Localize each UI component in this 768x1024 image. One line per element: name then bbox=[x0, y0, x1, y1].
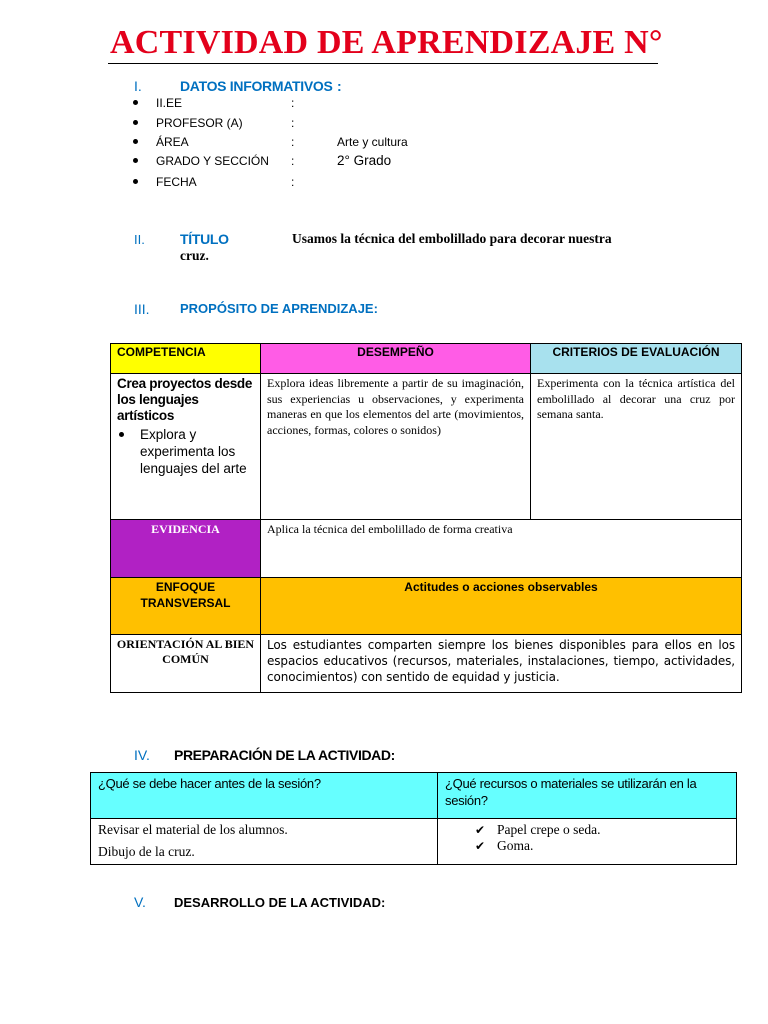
orientacion-text: Los estudiantes comparten siempre los bienes disponibles para ellos en los espacios educativos (recursos, materiales, instalaciones, tiempo, actividades, conocimientos) con sentido de equidad y justicia. bbox=[261, 635, 742, 693]
section-1-heading: DATOS INFORMATIVOS bbox=[180, 78, 333, 94]
before-item: Revisar el material de los alumnos. bbox=[98, 822, 288, 837]
resource-text: Papel crepe o seda. bbox=[497, 822, 601, 837]
header-criterios: CRITERIOS DE EVALUACIÓN bbox=[531, 344, 742, 374]
section-1-number: I. bbox=[134, 78, 142, 94]
checkmark-icon: ✔ bbox=[475, 839, 486, 853]
bullet-icon bbox=[133, 120, 138, 125]
section-2-heading: TÍTULO bbox=[180, 231, 229, 247]
info-colon: : bbox=[291, 116, 295, 130]
section-3-number: III. bbox=[134, 301, 150, 317]
info-label: PROFESOR (A) bbox=[156, 116, 243, 130]
bullet-icon bbox=[133, 139, 138, 144]
before-session-cell bbox=[91, 819, 438, 865]
enfoque-label: ENFOQUE TRANSVERSAL bbox=[111, 578, 261, 635]
section-5-heading: DESARROLLO DE LA ACTIVIDAD: bbox=[174, 895, 386, 910]
before-item: Dibujo de la cruz. bbox=[98, 844, 195, 859]
header-competencia: COMPETENCIA bbox=[111, 344, 261, 374]
resource-item bbox=[445, 838, 729, 854]
bullet-icon bbox=[133, 179, 138, 184]
purpose-table bbox=[110, 343, 742, 693]
bullet-icon bbox=[119, 432, 124, 437]
bullet-icon bbox=[133, 100, 138, 105]
section-3-heading: PROPÓSITO DE APRENDIZAJE: bbox=[180, 301, 378, 316]
info-colon: : bbox=[291, 135, 295, 149]
info-value-grado: 2° Grado bbox=[337, 153, 392, 168]
bullet-icon bbox=[133, 158, 138, 163]
info-colon: : bbox=[291, 175, 295, 189]
info-label: FECHA bbox=[156, 175, 197, 189]
preparation-table bbox=[90, 772, 737, 865]
info-value-area: Arte y cultura bbox=[337, 135, 408, 149]
section-5-number: V. bbox=[134, 894, 146, 910]
section-4-heading: PREPARACIÓN DE LA ACTIVIDAD: bbox=[174, 747, 395, 763]
desempeno-cell: Explora ideas libremente a partir de su imaginación, sus experiencias u observaciones, y experimenta maneras en que los elementos del arte (movimientos, acciones, formas, colores o sonidos) bbox=[261, 374, 531, 520]
info-colon: : bbox=[291, 96, 295, 110]
checkmark-icon: ✔ bbox=[475, 823, 486, 837]
section-2-number: II. bbox=[134, 232, 145, 247]
info-label: ÁREA bbox=[156, 135, 189, 149]
resource-text: Goma. bbox=[497, 838, 534, 853]
evidencia-label: EVIDENCIA bbox=[111, 520, 261, 578]
title-underline bbox=[108, 63, 658, 64]
resources-cell bbox=[438, 819, 737, 865]
header-desempeno: DESEMPEÑO bbox=[261, 344, 531, 374]
page-title: ACTIVIDAD DE APRENDIZAJE N° bbox=[110, 24, 663, 61]
info-label: GRADO Y SECCIÓN bbox=[156, 154, 269, 168]
header-resources: ¿Qué recursos o materiales se utilizarán en la sesión? bbox=[438, 773, 737, 819]
activity-title-line2: cruz. bbox=[180, 248, 209, 263]
competencia-cell bbox=[111, 374, 261, 520]
info-label: II.EE bbox=[156, 96, 183, 110]
orientacion-label: ORIENTACIÓN AL BIEN COMÚN bbox=[111, 635, 261, 693]
resource-item bbox=[445, 822, 729, 838]
evidencia-text: Aplica la técnica del embolillado de forma creativa bbox=[261, 520, 742, 578]
criterios-cell: Experimenta con la técnica artística del embolillado al decorar una cruz por semana santa. bbox=[531, 374, 742, 520]
competencia-bullet-item bbox=[111, 426, 260, 477]
competencia-title: Crea proyectos desde los lenguajes artísticos bbox=[117, 376, 253, 423]
actitudes-label: Actitudes o acciones observables bbox=[261, 578, 742, 635]
section-4-number: IV. bbox=[134, 747, 150, 763]
section-1-heading-colon: : bbox=[337, 78, 342, 94]
header-before-session: ¿Qué se debe hacer antes de la sesión? bbox=[91, 773, 438, 819]
competencia-bullet-text: Explora y experimenta los lenguajes del arte bbox=[140, 427, 247, 476]
activity-title-line1: Usamos la técnica del embolillado para decorar nuestra bbox=[292, 231, 612, 246]
info-colon: : bbox=[291, 154, 295, 168]
